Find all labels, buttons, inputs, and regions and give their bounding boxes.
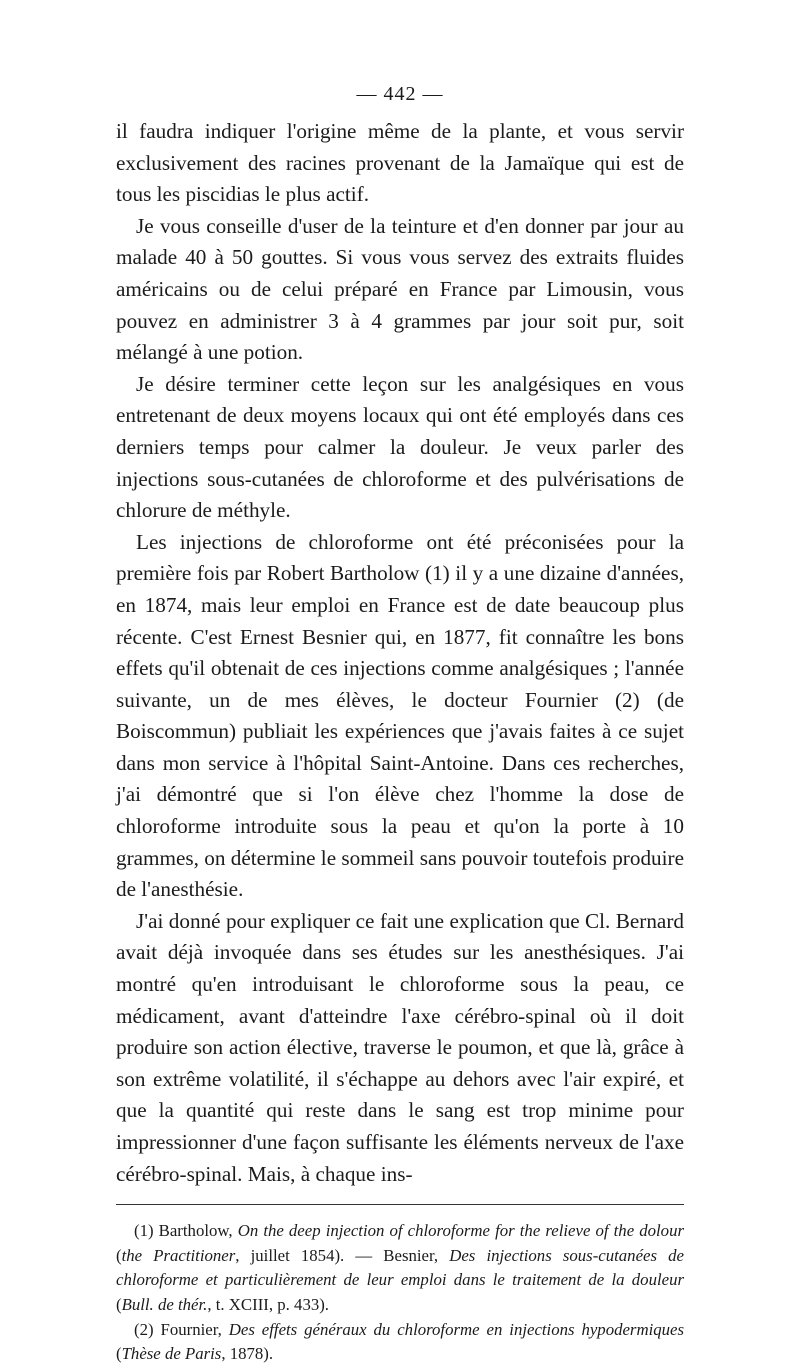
book-page xyxy=(116,82,684,1367)
footnote-1-journal-1: the Practitioner xyxy=(121,1245,236,1265)
footnote-1-journal-2: Bull. de thér. xyxy=(121,1294,208,1314)
footnote-1-sep-3: ( xyxy=(116,1294,122,1314)
footnote-1-title-2: Des injections sous-cutanées de chloroforme et particulièrement de leur emploi dans le traitement de la douleur xyxy=(116,1245,684,1290)
paragraph-5: J'ai donné pour expliquer ce fait une explication que Cl. Bernard avait déjà invoquée dans ses études sur les anesthésiques. J'ai montré qu'en introduisant le chloroforme sous la peau, ce médicament, avant d'atteindre l'axe cérébro-spinal où il doit produire son action élective, traverse le poumon, et que là, grâce à son extrême volatilité, il s'échappe au dehors avec l'air expiré, et que la quantité qui reste dans le sang est trop minime pour impressionner d'une façon suffisante les éléments nerveux de l'axe cérébro-spinal. Mais, à chaque ins- xyxy=(116,908,684,1186)
footnote-1-title-1: On the deep injection of chloroforme for the relieve of the dolour xyxy=(237,1221,684,1241)
footnote-1-sep-1: ( xyxy=(116,1245,122,1265)
footnote-1-marker: (1) Bartholow, xyxy=(134,1221,238,1241)
footnote-2-sep: ( xyxy=(116,1344,122,1364)
footnote-1 xyxy=(116,1219,684,1317)
footnotes xyxy=(116,1219,684,1367)
paragraph-2: Je vous conseille d'user de la teinture et d'en donner par jour au malade 40 à 50 gouttes. Si vous vous servez des extraits fluides américains ou de celui préparé en France par Limousin, vous pouvez en administrer 3 à 4 grammes par jour soit pur, soit mélangé à une potion. xyxy=(116,213,684,365)
footnote-2 xyxy=(116,1318,684,1367)
footnote-2-journal: Thèse de Paris xyxy=(121,1344,222,1364)
footnote-2-end: , 1878). xyxy=(221,1344,274,1364)
footnote-1-sep-2: , juillet 1854). — Besnier, xyxy=(235,1245,450,1265)
footnote-2-title: Des effets généraux du chloroforme en injections hypodermiques xyxy=(228,1319,685,1339)
page-number: — 442 — xyxy=(356,83,444,105)
footnote-divider xyxy=(116,1204,684,1205)
paragraph-1: il faudra indiquer l'origine même de la plante, et vous servir exclusivement des racines provenant de la Jamaïque qui est de tous les piscidias le plus actif. xyxy=(116,119,684,207)
paragraph-4: Les injections de chloroforme ont été préconisées pour la première fois par Robert Bartholow (1) il y a une dizaine d'années, en 1874, mais leur emploi en France est de date beaucoup plus récente. C'est Ernest Besnier qui, en 1877, fit connaître les bons effets qu'il obtenait de ces injections comme analgésiques ; l'année suivante, un de mes élèves, le docteur Fournier (2) (de Boiscommun) publiait les expériences que j'avais faites à ce sujet dans mon service à l'hôpital Saint-Antoine. Dans ces recherches, j'ai démontré que si l'on élève chez l'homme la dose de chloroforme introduite sous la peau et qu'on la porte à 10 grammes, on détermine le sommeil sans pouvoir toutefois produire de l'anesthésie. xyxy=(116,529,684,902)
footnote-1-end: , t. XCIII, p. 433). xyxy=(207,1294,330,1314)
footnote-2-marker: (2) Fournier, xyxy=(134,1319,229,1339)
main-text xyxy=(116,116,684,1190)
paragraph-3: Je désire terminer cette leçon sur les analgésiques en vous entretenant de deux moyens locaux qui ont été employés dans ces derniers temps pour calmer la douleur. Je veux parler des injections sous-cutanées de chloroforme et des pulvérisations de chlorure de méthyle. xyxy=(116,371,684,523)
